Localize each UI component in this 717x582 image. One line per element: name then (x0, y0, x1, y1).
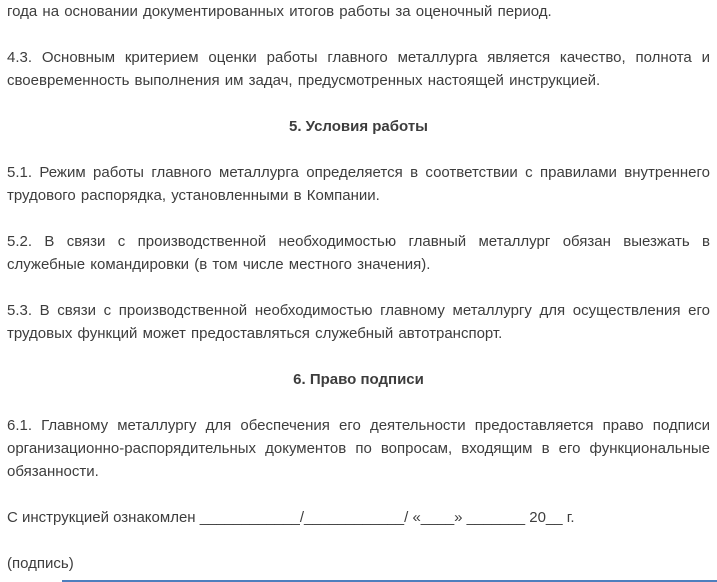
signature-caption: (подпись) (7, 555, 74, 572)
clause-5-1: 5.1. Режим работы главного металлурга определяется в соответствии с правилами внутреннего трудового распорядка, установленными в Компании. (7, 164, 710, 204)
clause-6-1: 6.1. Главному металлургу для обеспечения его деятельности предоставляется право подписи организационно-распорядительных документов по вопросам, входящим в его функциональные обязанности. (7, 417, 710, 480)
section-heading-6-signing-right: 6. Право подписи (293, 371, 424, 388)
clause-5-3: 5.3. В связи с производственной необходимостью главному металлургу для осуществления его трудовых функций может предоставляться служебный автотранспорт. (7, 302, 710, 342)
acknowledgement-signature-line: С инструкцией ознакомлен ____________/____________/ «____» _______ 20__ г. (7, 509, 575, 526)
section-heading-5-working-conditions: 5. Условия работы (289, 118, 428, 135)
clause-5-2: 5.2. В связи с производственной необходимостью главный металлург обязан выезжать в служебные командировки (в том числе местного значения). (7, 233, 710, 273)
paragraph-continuation: года на основании документированных итогов работы за оценочный период. (7, 3, 552, 20)
clause-4-3: 4.3. Основным критерием оценки работы главного металлурга является качество, полнота и своевременность выполнения им задач, предусмотренных настоящей инструкцией. (7, 49, 710, 89)
